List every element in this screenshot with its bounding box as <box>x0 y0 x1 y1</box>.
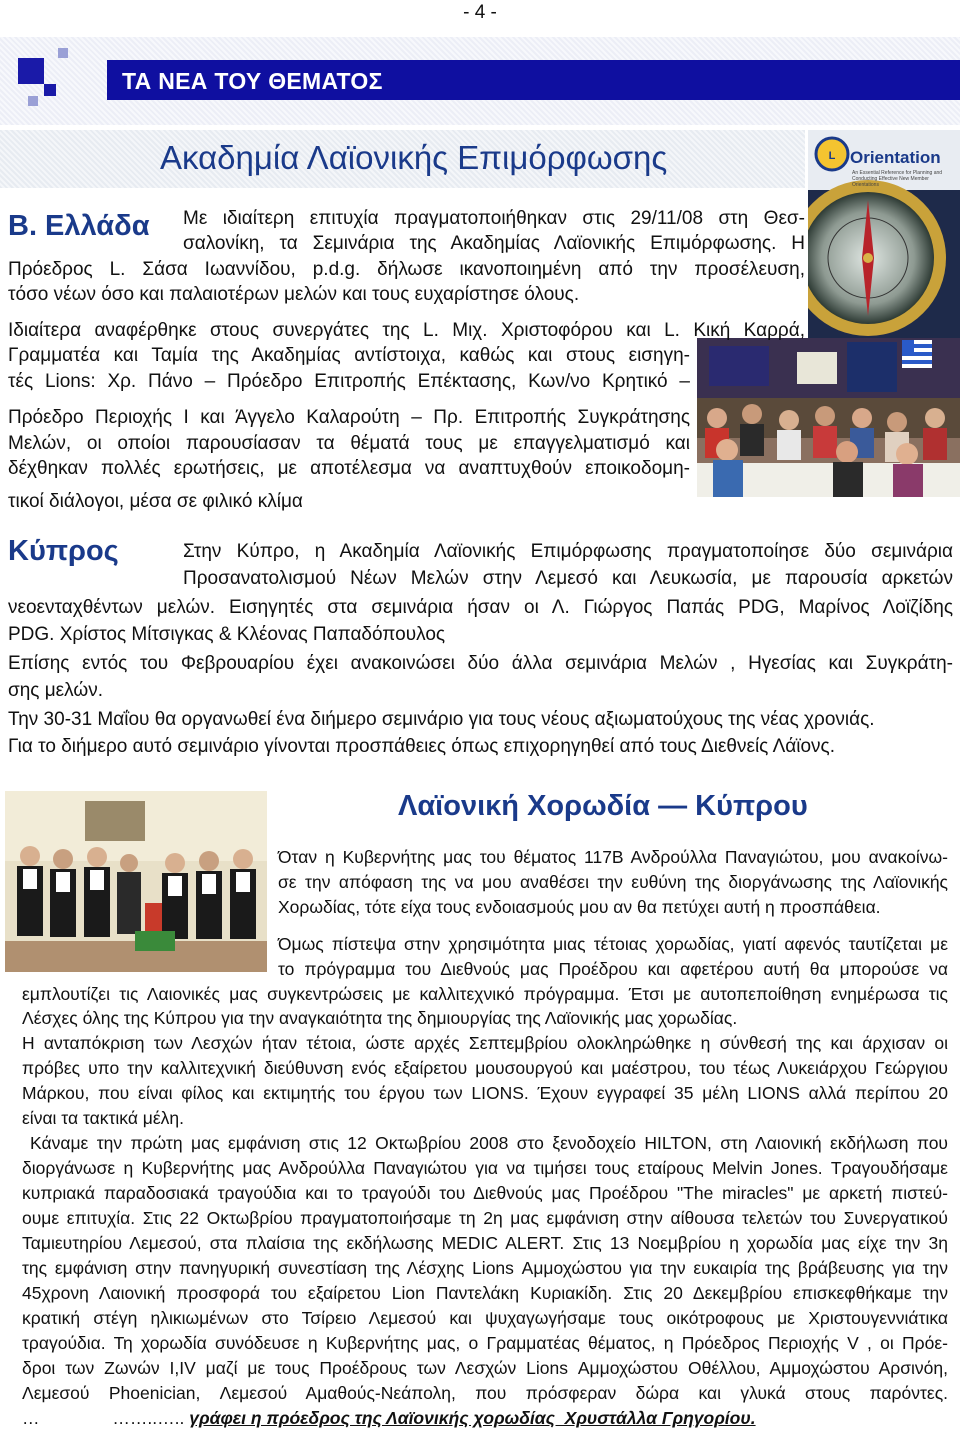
paragraph-line: είναι τα τακτικά μέλη. <box>22 1108 185 1128</box>
decor-square <box>44 84 56 96</box>
seminar-photo <box>697 338 960 497</box>
paragraph-line: το πρόγραμμα του Διεθνούς μας Προέδρου και αφετέρου αυτή θα μπορούσε να <box>278 959 948 979</box>
paragraph-line: Λεμεσού Phoenician, Λεμεσού Αμαθούς-Νεάπολη, που πρόσφεραν δώρα και γλυκά στους παρόντες. <box>22 1383 948 1403</box>
paragraph-line: τόσο νέων όσο και παλαιοτέρων μελών και τους ευχαρίστησε όλους. <box>8 284 580 305</box>
paragraph-line: Στην Κύπρο, η Ακαδημία Λαϊονικής Επιμόρφωσης πραγματοποίησε δύο σεμινάρια <box>183 541 953 562</box>
section-title: ΤΑ ΝΕΑ ΤΟΥ ΘΕΜΑΤΟΣ <box>122 68 383 94</box>
paragraph-line: κυπριακά παραδοσιακά τραγούδια και το τραγούδι του Διεθνούς μας Προέδρου "The miracles" με αρκετή πιστεύ- <box>22 1183 948 1203</box>
orientation-book-image <box>808 130 960 338</box>
paragraph-line: νεοενταχθέντων μελών. Εισηγητές στα σεμινάρια ήσαν οι Λ. Γιώργος Παπάς PDG, Μαρίνος Λοϊζίδης <box>8 597 953 618</box>
paragraph-line: δροι των Ζωνών I,IV μαζί με τους Προέδρους των Λεσχών Lions Αμμοχώστου Οθέλλου, Αμμοχώστου Αρσινόη, <box>22 1358 948 1378</box>
paragraph-line: τές Lions: Χρ. Πάνο – Πρόεδρο Επιτροπής Επέκτασης, Κων/νο Κρητικό – <box>8 371 690 392</box>
book-title: Orientation <box>850 148 941 167</box>
paragraph-line: σε την απόφαση της να μου αναθέσει την ευθύνη της διοργάνωσης της Λαϊονικής <box>278 872 948 892</box>
paragraph-line: Όμως πίστεψα στην χρησιμότητα μιας τέτοιας χορωδίας, γιατί αφενός ταυτίζεται με <box>278 934 948 954</box>
paragraph-line: Μελών, οι οποίοι παρουσίασαν τα θέματά τους με επαγγελματισμό και <box>8 433 690 454</box>
paragraph-line: διοργάνωσε η Κυβερνήτης μας Ανδρούλλα Παναγιώτου για να τιμήσει τους εταίρους Melvin Jones. Τραγουδήσαμε <box>22 1158 948 1178</box>
paragraph-line: σαλονίκη, τα Σεμινάρια της Ακαδημίας Λαϊονικής Επιμόρφωσης. Η <box>183 233 805 254</box>
paragraph-line: κρατική στέγη ηλικιωμένων στο Τσίρειο Λεμεσού και ψυχαγωγήσαμε τους οικότροφους με Χριστουγεννιάτικα <box>22 1308 948 1328</box>
paragraph-line: σης μελών. <box>8 680 103 701</box>
paragraph-line: εμπλουτίζει τις Λαιονικές μας συγκεντρώσεις με καλλιτεχνικό πρόγραμμα. Έτσι με αυτοπεποίθηση ενημέρωσα τις <box>22 984 948 1004</box>
academy-title: Ακαδημία Λαϊονικής Επιμόρφωσης <box>160 139 668 176</box>
paragraph-line: Την 30-31 Μαΐου θα οργανωθεί ένα διήμερο σεμινάριο για τους νέους αξιωματούχους της νέας χρονιάς. <box>8 709 875 730</box>
paragraph-line: Χορωδίας, τότε είχα τους ενδοιασμούς μου αν θα πετύχει αυτή η προσπάθεια. <box>278 897 881 917</box>
choir-photo <box>5 791 267 972</box>
paragraph-line: Ταμιευτηρίου Λεμεσού, στα πλαίσια της εκδήλωσης MEDIC ALERT. Στις 13 Νοεμβρίου η χορωδία μας είχε την 3η <box>22 1233 948 1253</box>
paragraph-line: Για το διήμερο αυτό σεμινάριο γίνονται προσπάθειες όπως επιχορηγηθεί από τους Διεθνείς Λάϊονς. <box>8 736 835 757</box>
paragraph-line: PDG. Χρίστος Μίτσιγκας & Κλέονας Παπαδόπουλος <box>8 624 446 645</box>
paragraph-line: 45χρονη Λαιονική προσφορά του εξαίρετου Lion Παντελάκη Κυριακίδη. Στις 20 Δεκεμβρίου επισκεφθήκαμε την <box>22 1283 948 1303</box>
svg-text:L: L <box>828 150 836 162</box>
decor-square <box>18 58 44 84</box>
signature: γράφει η πρόεδρος της Λαϊονικής χορωδίας Χρυστάλλα Γρηγορίου. <box>189 1408 756 1428</box>
signature-line <box>22 1406 948 1432</box>
paragraph-line: Λέσχες όλης της Κύπρου για την αναγκαιότητα της δημιουργίας της Λαϊονικής μας χορωδίας. <box>22 1008 738 1028</box>
decor-square <box>58 48 68 58</box>
paragraph-line: πρόβες υπο την καλλιτεχνική διεύθυνση ενός εξαίρετου μουσουργού και μαέστρου, του τέως Λυκειάρχου Γεώργιου <box>22 1058 948 1078</box>
paragraph-line: της εμφάνιση στην πανηγυρική συνεστίαση της Λέσχης Lions Αμμοχώστου για την ευκαιρία της βράβευσης για την <box>22 1258 948 1278</box>
paragraph-line: Κάναμε την πρώτη μας εμφάνιση στις 12 Οκτωβρίου 2008 στο ξενοδοχείο HILTON, στη Λαιονική εκδήλωση που <box>30 1133 948 1153</box>
greece-heading: Β. Ελλάδα <box>8 210 150 242</box>
paragraph-line: Με ιδιαίτερη επιτυχία πραγματοποιήθηκαν στις 29/11/08 στη Θεσ- <box>183 208 805 229</box>
paragraph-line: τικοί διάλογοι, μέσα σε φιλικό κλίμα <box>8 491 303 512</box>
paragraph-line: τραγούδια. Τη χορωδία συνόδευσε η Κυβερνήτης μας, ο Γραμματέας θέματος, η Πρόεδρος Περιοχής V , οι Πρόε- <box>22 1333 948 1353</box>
book-subtitle: An Essential Reference for Planning and Conducting Effective New Member Orientations <box>852 170 943 188</box>
paragraph-line: Μάρκου, που είναι φίλος και εκτιμητής του έργου των LIONS. Έχουν εγγραφεί 35 μέλη LIONS αλλά περίπου 20 <box>22 1083 948 1103</box>
paragraph-line: δέχθηκαν πολλές ερωτήσεις, με αποτέλεσμα να αναπτυχθούν εποικοδομη- <box>8 458 690 479</box>
paragraph-line: Πρόεδρος L. Σάσα Ιωαννίδου, p.d.g. δήλωσε ικανοποιημένη από την προσέλευση, <box>8 259 805 280</box>
paragraph-line: Πρόεδρο Περιοχής Ι και Άγγελο Καλαρούτη – Πρ. Επιτροπής Συγκράτησης <box>8 407 690 428</box>
cyprus-heading: Κύπρος <box>8 535 119 567</box>
paragraph-line: Η ανταπόκριση των Λεσχών ήταν τέτοια, ώστε αρχές Σεπτεμβρίου ολοκληρώθηκε η σύνθεσή της και άρχισαν οι <box>22 1033 948 1053</box>
paragraph-line: Προσανατολισμού Νέων Μελών στην Λεμεσό και Λευκωσία, με παρουσία αρκετών <box>183 568 953 589</box>
page-number: - 4 - <box>463 2 497 23</box>
paragraph-line: Όταν η Κυβερνήτης μας του θέματος 117Β Ανδρούλλα Παναγιώτου, μου ανακοίνω- <box>278 847 948 867</box>
paragraph-line: Ιδιαίτερα αναφέρθηκε στους συνεργάτες της L. Μιχ. Χριστοφόρου και L. Κική Καρρά, <box>8 320 805 341</box>
paragraph-line: ουμε επιτυχία. Στις 22 Οκτωβρίου πραγματοποιήσαμε τη 2η μας εμφάνιση στην αίθουσα τελετών του Συνεργατικού <box>22 1208 948 1228</box>
paragraph-line: Γραμματέα και Ταμία της Ακαδημίας αντίστοιχα, καθώς και στους εισηγη- <box>8 345 690 366</box>
signature-dots: … ……..….. <box>22 1408 185 1428</box>
decor-square <box>28 96 38 106</box>
paragraph-line: Επίσης εντός του Φεβρουαρίου έχει ανακοινώσει δύο άλλα σεμινάρια Μελών , Ηγεσίας και Συγκράτη- <box>8 653 953 674</box>
choir-heading: Λαϊονική Χορωδία — Κύπρου <box>398 790 808 822</box>
